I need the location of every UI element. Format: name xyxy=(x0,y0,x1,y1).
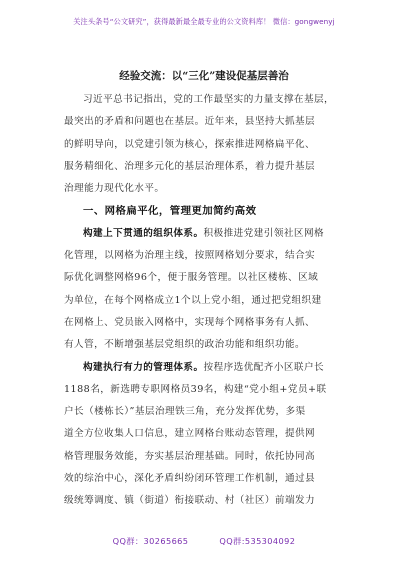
paragraph-lead: 构建执行有力的管理体系。 xyxy=(83,361,204,373)
paragraph-line: 治理能力现代化水平。 xyxy=(64,183,165,195)
paragraph-line: 有人管，不断增强基层党组织的政治功能和组织功能。 xyxy=(64,339,306,351)
section-heading: 一、网格扁平化，管理更加简约高效 xyxy=(83,205,257,218)
paragraph-line: 际优化调整网格96个，便于服务管理。以社区楼栋、区域 xyxy=(64,272,319,284)
document-title: 经验交流：以“三化”建设促基层善治 xyxy=(119,70,289,82)
paragraph-line: 习近平总书记指出，党的工作最坚实的力量支撑在基层， xyxy=(83,94,335,105)
page-header-note: 关注头条号“公文研究”，获得最新最全最专业的公文资料库！ 微信：gongwenyj xyxy=(73,17,335,26)
paragraph-line: 效的综治中心，深化矛盾纠纷闭环管理工作机制，通过县 xyxy=(64,473,316,485)
paragraph-lead: 构建上下贯通的组织体系。 xyxy=(83,227,204,239)
paragraph-line: 在网格上、党员嵌入网格中，实现每个网格事务有人抓、 xyxy=(64,316,316,328)
paragraph-line xyxy=(64,357,354,379)
page-footer xyxy=(0,536,408,547)
paragraph-line: 的鲜明导向，以党建引领为核心，探索推进网格扁平化、 xyxy=(64,138,316,150)
paragraph-line: 最突出的矛盾和问题也在基层。近年来，县坚持大抓基层 xyxy=(64,116,316,128)
paragraph-line: 为单位，在每个网格成立1个以上党小组，通过把党组织建 xyxy=(64,294,322,306)
paragraph-line: 级统筹调度、镇（街道）衔接联动、村（社区）前端发力 xyxy=(64,495,316,507)
paragraph-line: 化管理，以网格为治理主线，按照网格划分要求，结合实 xyxy=(64,250,316,262)
qq-group-1: QQ群：30265665 xyxy=(112,536,189,546)
paragraph-line: 服务精细化、治理多元化的基层治理体系，着力提升基层 xyxy=(64,160,316,172)
paragraph-line: 1188名，新选聘专职网格员39名，构建“党小组+党员+联 xyxy=(64,383,327,395)
paragraph-line: 格管理服务效能，夯实基层治理基础。同时，依托协同高 xyxy=(64,450,316,462)
paragraph-line xyxy=(64,223,354,245)
paragraph-line: 道全方位收集人口信息，建立网格台账动态管理，提供网 xyxy=(64,428,316,440)
document-body xyxy=(64,89,354,513)
paragraph-text: 按程序选优配齐小区联户长 xyxy=(203,361,325,373)
qq-group-2: QQ群:535304092 xyxy=(219,536,296,546)
paragraph-text: 积极推进党建引领社区网格 xyxy=(203,227,325,239)
paragraph-line: 户长（楼栋长）”基层治理铁三角，充分发挥优势，多渠 xyxy=(64,406,306,418)
